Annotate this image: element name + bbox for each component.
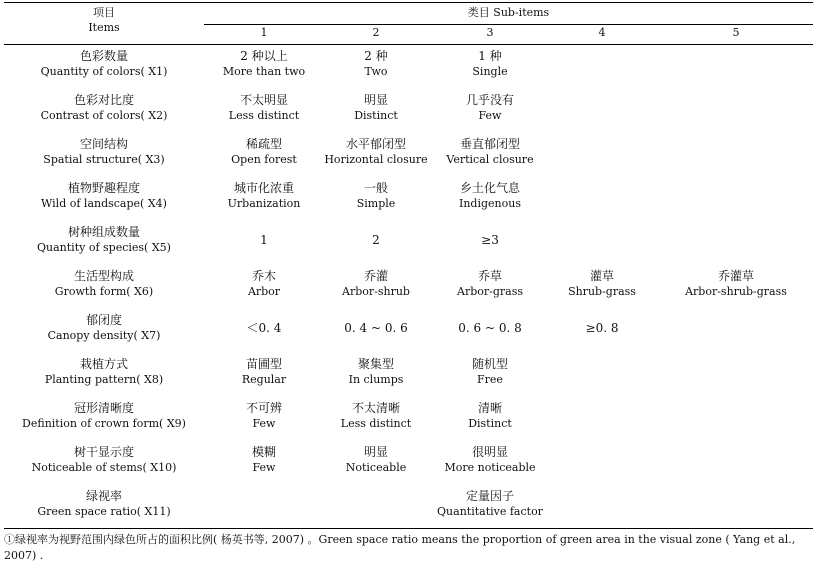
cell-en: Arbor-grass — [457, 285, 523, 298]
cell-en: Quantitative factor — [437, 505, 543, 518]
row-label-en: Noticeable of stems( X10) — [31, 461, 177, 474]
table-cell — [202, 92, 326, 124]
table-cell — [314, 356, 438, 388]
row-label-zh: 冠形清晰度 — [73, 401, 134, 415]
row-label — [4, 488, 204, 520]
table-row — [4, 444, 813, 488]
cell-en: Simple — [356, 197, 396, 210]
cell-zh: 不可辨 — [245, 401, 282, 415]
table-cell — [314, 136, 438, 168]
table-row — [4, 48, 813, 92]
table-cell — [428, 488, 552, 520]
row-label-zh: 绿视率 — [85, 489, 122, 503]
row-label — [4, 312, 204, 344]
cell-zh: 乡土化气息 — [459, 181, 520, 195]
col-header-2: 2 — [372, 26, 380, 39]
table-cell: 1 — [260, 233, 268, 247]
table-cell: ≥0. 8 — [585, 321, 619, 335]
row-label-zh: 栽植方式 — [79, 357, 128, 371]
row-label-zh: 植物野趣程度 — [67, 181, 140, 195]
table-cell — [314, 92, 438, 124]
row-label — [4, 444, 204, 476]
cell-zh: 灌草 — [589, 269, 614, 283]
cell-zh: 模糊 — [251, 445, 276, 459]
row-label — [4, 268, 204, 300]
row-label-en: Green space ratio( X11) — [37, 505, 171, 518]
cell-zh: 2 种 — [364, 49, 388, 63]
cell-zh: 城市化浓重 — [233, 181, 294, 195]
cell-en: Less distinct — [228, 109, 300, 122]
row-label — [4, 92, 204, 124]
table-cell — [202, 180, 326, 212]
footnote: ①绿视率为视野范围内绿色所占的面积比例( 杨英书等, 2007) 。Green space ratio means the proportion of green area in the visual zone ( Yang et al., 2007) . — [4, 533, 796, 562]
table-cell — [428, 268, 552, 300]
cell-en: Less distinct — [340, 417, 412, 430]
cell-zh: 乔灌草 — [717, 269, 754, 283]
table-cell — [202, 136, 326, 168]
table-cell: 0. 4 ~ 0. 6 — [344, 321, 408, 335]
cell-en: Shrub-grass — [568, 285, 636, 298]
row-label-zh: 树干显示度 — [73, 445, 134, 459]
table-cell — [428, 444, 552, 476]
cell-en: Noticeable — [345, 461, 407, 474]
row-label-en: Quantity of species( X5) — [37, 241, 171, 254]
row-label-en: Growth form( X6) — [54, 285, 154, 298]
table-cell — [428, 48, 552, 80]
cell-zh: 1 种 — [478, 49, 502, 63]
cell-zh: 一般 — [363, 181, 388, 195]
table-cell — [202, 444, 326, 476]
table-cell — [428, 356, 552, 388]
items-header-zh: 项目 — [93, 6, 115, 19]
table-cell — [428, 400, 552, 432]
cell-zh: 垂直郁闭型 — [459, 137, 520, 151]
cell-en: Distinct — [468, 417, 512, 430]
top-rule — [4, 2, 813, 3]
cell-en: Few — [252, 461, 276, 474]
cell-zh: 乔灌 — [363, 269, 388, 283]
table-cell — [428, 180, 552, 212]
table-row — [4, 136, 813, 180]
cell-zh: 明显 — [363, 445, 388, 459]
table-row — [4, 400, 813, 444]
cell-en: Indigenous — [459, 197, 521, 210]
cell-en: Regular — [241, 373, 287, 386]
row-label-zh: 空间结构 — [79, 137, 128, 151]
cell-en: Single — [472, 65, 508, 78]
header-rule — [4, 44, 813, 45]
row-label-en: Contrast of colors( X2) — [40, 109, 168, 122]
table-cell — [202, 356, 326, 388]
cell-en: Horizontal closure — [324, 153, 428, 166]
table-cell — [314, 48, 438, 80]
row-label — [4, 136, 204, 168]
cell-en: More than two — [222, 65, 306, 78]
table-cell — [314, 180, 438, 212]
items-header — [4, 5, 204, 35]
col-header-3: 3 — [486, 26, 494, 39]
cell-zh: 几乎没有 — [465, 93, 514, 107]
cell-en: Distinct — [354, 109, 398, 122]
cell-en: Vertical closure — [446, 153, 534, 166]
cell-zh: 2 种以上 — [240, 49, 288, 63]
cell-zh: 水平郁闭型 — [345, 137, 406, 151]
table-cell — [674, 268, 798, 300]
row-label — [4, 180, 204, 212]
table-cell — [202, 48, 326, 80]
table-row — [4, 224, 813, 268]
row-label-zh: 色彩对比度 — [73, 93, 134, 107]
table-row — [4, 180, 813, 224]
row-label — [4, 356, 204, 388]
cell-en: In clumps — [348, 373, 404, 386]
row-label — [4, 48, 204, 80]
table-row — [4, 92, 813, 136]
row-label-en: Quantity of colors( X1) — [40, 65, 168, 78]
col-header-1: 1 — [260, 26, 268, 39]
cell-en: Arbor-shrub — [342, 285, 410, 298]
table-row — [4, 312, 813, 356]
row-label-zh: 色彩数量 — [79, 49, 128, 63]
cell-zh: 乔草 — [477, 269, 502, 283]
table-cell: ≥3 — [481, 233, 499, 247]
cell-en: Free — [477, 373, 503, 386]
table-cell — [314, 400, 438, 432]
row-label-en: Canopy density( X7) — [47, 329, 161, 342]
cell-zh: 聚集型 — [357, 357, 394, 371]
table-cell: 0. 6 ~ 0. 8 — [458, 321, 522, 335]
table-cell — [314, 268, 438, 300]
row-label-en: Definition of crown form( X9) — [22, 417, 186, 430]
cell-en: Open forest — [231, 153, 297, 166]
cell-zh: 苗圃型 — [245, 357, 282, 371]
row-label — [4, 400, 204, 432]
col-header-4: 4 — [598, 26, 606, 39]
cell-en: More noticeable — [444, 461, 536, 474]
subitems-header: 类目 Sub-items — [467, 6, 550, 19]
cell-zh: 不太清晰 — [351, 401, 400, 415]
cell-en: Arbor — [247, 285, 281, 298]
table-cell — [428, 92, 552, 124]
cell-zh: 很明显 — [471, 445, 508, 459]
cell-en: Urbanization — [227, 197, 301, 210]
cell-en: Few — [252, 417, 276, 430]
table-cell — [428, 136, 552, 168]
cell-en: Arbor-shrub-grass — [685, 285, 787, 298]
table-cell — [540, 268, 664, 300]
cell-zh: 明显 — [363, 93, 388, 107]
cell-zh: 稀疏型 — [245, 137, 282, 151]
cell-en: Two — [364, 65, 388, 78]
row-label-en: Spatial structure( X3) — [43, 153, 165, 166]
table-cell — [314, 444, 438, 476]
row-label — [4, 224, 204, 256]
table-row — [4, 268, 813, 312]
items-header-en: Items — [88, 21, 120, 34]
row-label-zh: 生活型构成 — [73, 269, 134, 283]
table-cell — [202, 400, 326, 432]
cell-zh: 随机型 — [471, 357, 508, 371]
row-label-en: Planting pattern( X8) — [44, 373, 164, 386]
table-cell: 2 — [372, 233, 380, 247]
row-label-zh: 树种组成数量 — [67, 225, 140, 239]
table-row — [4, 488, 813, 532]
cell-zh: 不太明显 — [239, 93, 288, 107]
col-header-5: 5 — [732, 26, 740, 39]
row-label-zh: 郁闭度 — [85, 313, 122, 327]
table-row — [4, 356, 813, 400]
table-cell — [202, 268, 326, 300]
cell-zh: 定量因子 — [465, 489, 514, 503]
cell-en: Few — [478, 109, 502, 122]
cell-zh: 清晰 — [477, 401, 502, 415]
cell-zh: 乔木 — [251, 269, 276, 283]
table-cell: ＜0. 4 — [246, 321, 282, 335]
row-label-en: Wild of landscape( X4) — [41, 197, 167, 210]
